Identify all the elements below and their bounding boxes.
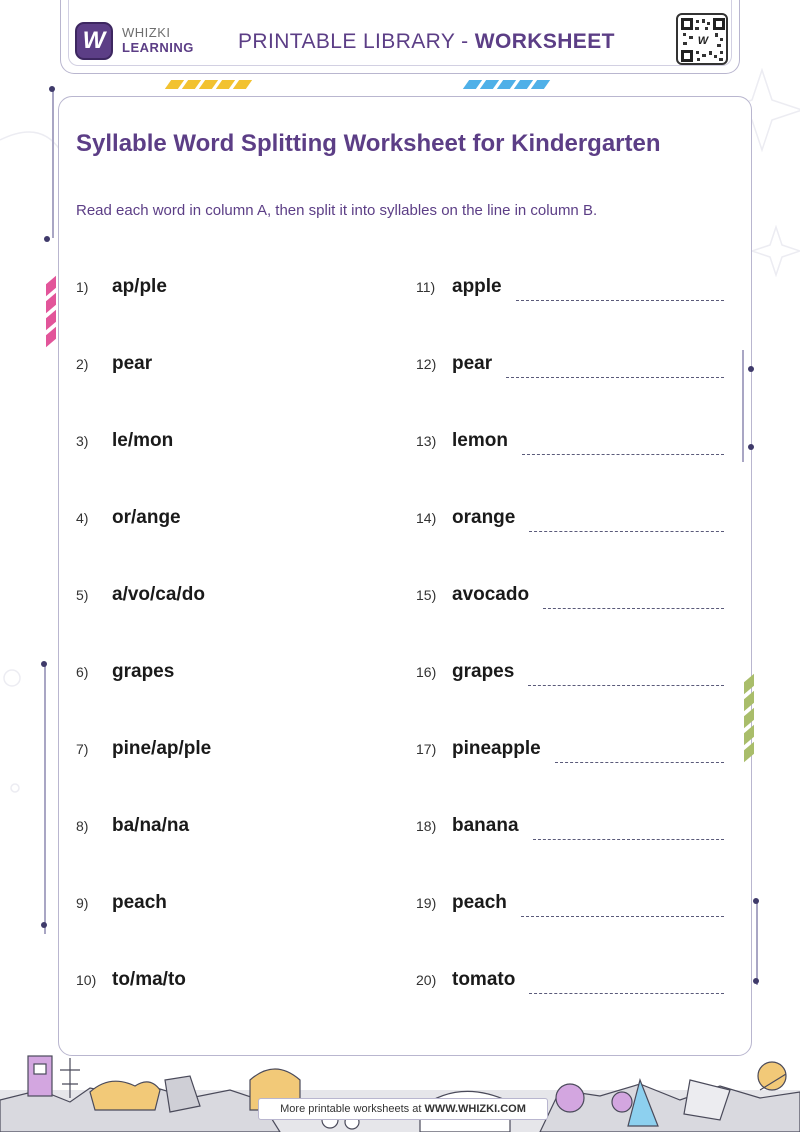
answer-line[interactable] — [522, 441, 724, 455]
answer-line[interactable] — [529, 518, 724, 532]
list-item — [416, 353, 724, 379]
list-item — [416, 584, 724, 610]
syllable-word: ap/ple — [112, 276, 167, 297]
answer-line[interactable] — [533, 826, 724, 840]
item-number: 16) — [416, 664, 437, 680]
list-item — [76, 969, 376, 995]
logo-line-1: WHIZKI — [122, 25, 171, 40]
list-item — [76, 661, 376, 687]
item-number: 3) — [76, 433, 89, 449]
answer-line[interactable] — [506, 364, 724, 378]
list-item — [76, 815, 376, 841]
header-title — [238, 30, 615, 54]
list-item — [76, 738, 376, 764]
footer-url[interactable]: WWW.WHIZKI.COM — [424, 1103, 526, 1115]
list-item — [76, 892, 376, 918]
answer-word: avocado — [452, 584, 530, 605]
answer-line[interactable] — [521, 903, 724, 917]
left-rail-top — [52, 88, 54, 238]
item-number: 5) — [76, 587, 89, 603]
right-rail-dot — [753, 978, 759, 984]
list-item — [416, 507, 724, 533]
left-rail-dot — [44, 236, 50, 242]
list-item — [416, 276, 724, 302]
item-number: 12) — [416, 356, 437, 372]
list-item — [416, 969, 724, 995]
syllable-word: ba/na/na — [112, 815, 190, 836]
list-item — [416, 738, 724, 764]
left-rail-dot — [41, 922, 47, 928]
syllable-word: a/vo/ca/do — [112, 584, 205, 605]
whizki-logo-icon — [75, 22, 113, 60]
item-number: 13) — [416, 433, 437, 449]
right-rail-top — [742, 350, 744, 462]
item-number: 8) — [76, 818, 89, 834]
syllable-word: or/ange — [112, 507, 181, 528]
item-number: 10) — [76, 972, 97, 988]
answer-line[interactable] — [543, 595, 724, 609]
syllable-word: peach — [112, 892, 167, 913]
list-item — [416, 430, 724, 456]
list-item — [76, 276, 376, 302]
answer-word: orange — [452, 507, 516, 528]
item-number: 11) — [416, 279, 436, 295]
qr-code-icon — [676, 13, 728, 65]
list-item — [76, 353, 376, 379]
logo-mark: W — [82, 27, 106, 54]
right-rail-dot — [748, 444, 754, 450]
left-rail-bottom — [44, 664, 46, 934]
worksheet-title: Syllable Word Splitting Worksheet for Kindergarten — [76, 130, 661, 157]
left-stripes-pink — [46, 280, 56, 343]
logo-line-2: LEARNING — [122, 40, 194, 55]
right-rail-dot — [748, 366, 754, 372]
item-number: 4) — [76, 510, 89, 526]
answer-word: pear — [452, 353, 493, 374]
syllable-word: grapes — [112, 661, 175, 682]
answer-line[interactable] — [555, 749, 724, 763]
item-number: 9) — [76, 895, 89, 911]
item-number: 1) — [76, 279, 89, 295]
item-number: 6) — [76, 664, 89, 680]
answer-word: tomato — [452, 969, 516, 990]
answer-word: peach — [452, 892, 507, 913]
answer-word: grapes — [452, 661, 515, 682]
answer-word: pineapple — [452, 738, 541, 759]
list-item — [416, 815, 724, 841]
header-stripes-yellow — [168, 80, 249, 90]
syllable-word: le/mon — [112, 430, 174, 451]
list-item — [76, 430, 376, 456]
footer-link[interactable] — [258, 1098, 548, 1120]
item-number: 20) — [416, 972, 437, 988]
answer-word: lemon — [452, 430, 508, 451]
syllable-word: to/ma/to — [112, 969, 186, 990]
syllable-word: pear — [112, 353, 153, 374]
syllable-word: pine/ap/ple — [112, 738, 212, 759]
list-item — [416, 892, 724, 918]
header-stripes-blue — [466, 80, 547, 90]
item-number: 7) — [76, 741, 89, 757]
logo-text — [122, 25, 194, 55]
item-number: 2) — [76, 356, 89, 372]
item-number: 19) — [416, 895, 437, 911]
left-rail-dot — [49, 86, 55, 92]
answer-word: apple — [452, 276, 502, 297]
list-item — [76, 507, 376, 533]
answer-line[interactable] — [529, 980, 724, 994]
footer-text: More printable worksheets at — [280, 1103, 425, 1115]
right-rail-dot — [753, 898, 759, 904]
item-number: 15) — [416, 587, 437, 603]
answer-word: banana — [452, 815, 519, 836]
header-title-prefix: PRINTABLE LIBRARY - — [238, 30, 475, 53]
header-title-bold: WORKSHEET — [474, 30, 615, 53]
item-number: 14) — [416, 510, 437, 526]
item-number: 18) — [416, 818, 437, 834]
list-item — [416, 661, 724, 687]
worksheet-instructions: Read each word in column A, then split it into syllables on the line in column B. — [76, 202, 598, 219]
answer-line[interactable] — [516, 287, 724, 301]
item-number: 17) — [416, 741, 437, 757]
list-item — [76, 584, 376, 610]
left-rail-dot — [41, 661, 47, 667]
right-stripes-green — [744, 678, 754, 758]
answer-line[interactable] — [528, 672, 724, 686]
right-rail-bottom — [756, 900, 758, 985]
qr-center-mark: W — [697, 35, 709, 47]
